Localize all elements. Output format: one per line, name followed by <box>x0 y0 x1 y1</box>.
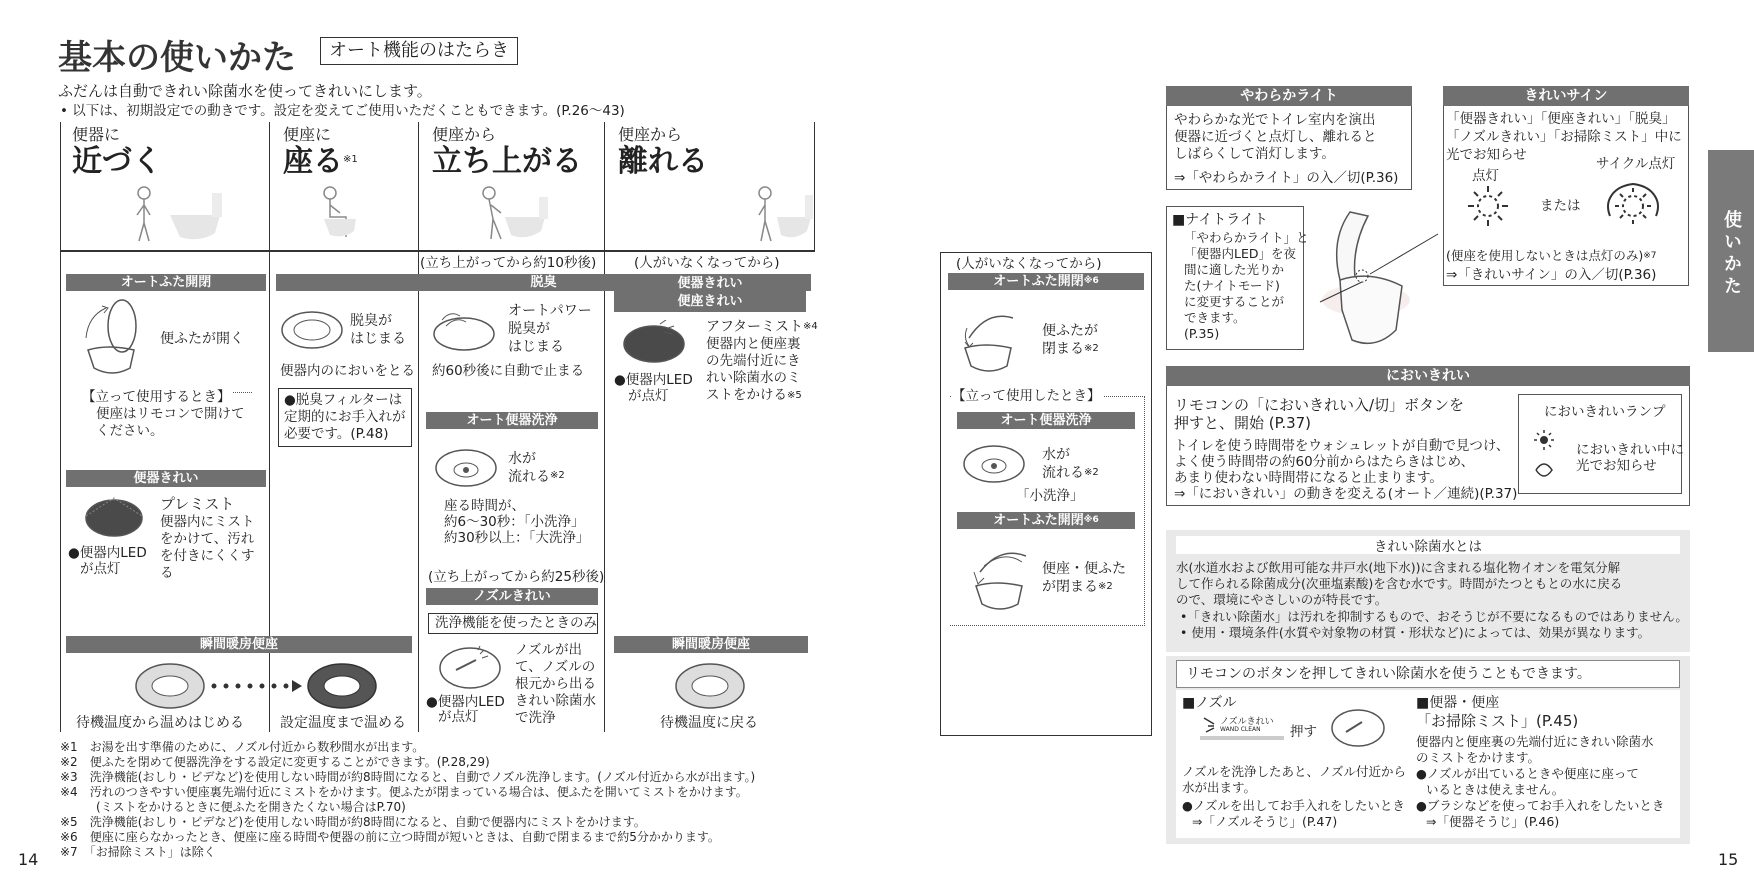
clean-sign-note-mark: ※7 <box>1643 251 1657 261</box>
mid-auto-lid-mark: ※6 <box>1083 276 1099 286</box>
mid-small-flush: 「小洗浄」 <box>1016 488 1084 504</box>
stage-1-small: 便器に <box>72 125 121 144</box>
odor-lamp-title: においきれいランプ <box>1544 404 1666 420</box>
mid-auto-lid2-header <box>957 512 1135 529</box>
clean-sign-link[interactable]: ⇒「きれいサイン」の入／切(P.36) <box>1446 267 1657 283</box>
footnote-4: ※4 汚れのつきやすい便座裏先端付近にミストをかけます。便ふたが閉まっている場合は、便ふたを開いてミストをかけます。 <box>60 785 748 799</box>
water-title: きれい除菌水とは <box>1374 539 1482 555</box>
water-flows-text: 流れる$^{※2}$ <box>508 469 565 485</box>
water-bullet-1: •「きれい除菌水」は汚れを抑制するもので、おそうじが不要になるものではありません。 <box>1180 609 1688 624</box>
night-text-1: 「やわらかライト」と <box>1184 230 1309 245</box>
remote-bowl-t2: 便器内と便座裏の先端付近にきれい除菌水 <box>1416 734 1654 749</box>
instant-heat-header-2: 瞬間暖房便座 <box>614 636 808 653</box>
odor-lamp-icon <box>1530 428 1560 486</box>
remote-nozzle-t2: 水が出ます。 <box>1182 780 1257 795</box>
odor-text-3: トイレを使う時間帯をウォシュレットが自動で見つけ、 <box>1174 438 1510 454</box>
after-mist-led: ●便器内LED <box>614 372 693 388</box>
clean-sign-note-text: (便座を使用しないときは点灯のみ) <box>1446 248 1644 263</box>
clean-sign-note <box>1446 248 1657 264</box>
title-box: オート機能のはたらき <box>320 37 518 65</box>
benza-kirei-label: 便座きれい <box>677 294 743 309</box>
stage-4-big: 離れる <box>618 144 708 179</box>
odor-lamp-text-2: 光でお知らせ <box>1576 458 1657 474</box>
benki-kirei-header: 便器きれい <box>66 470 266 487</box>
night-text-2: 「便器内LED」を夜 <box>1184 246 1296 261</box>
remote-bowl-t3: のミストをかけます。 <box>1416 750 1541 765</box>
mid-water-mark: ※2 <box>1084 467 1099 478</box>
after-mist-figure <box>620 320 690 368</box>
night-text-7[interactable]: (P.35) <box>1184 326 1220 341</box>
lid-open-figure <box>78 298 148 378</box>
after-mist-led-2: が点灯 <box>628 388 669 404</box>
footnote-3: ※3 洗浄機能(おしり・ビデなど)を使用しない時間が約8時間になると、自動でノズル洗浄します。(ノズル付近から水が出ます。) <box>60 770 756 784</box>
stage-2-big: 座る <box>283 144 343 179</box>
footnotes <box>60 740 755 860</box>
clean-sign-lit: 点灯 <box>1472 168 1499 184</box>
mid-seat-mark: ※2 <box>1098 581 1113 592</box>
premist-title: プレミスト <box>160 495 235 513</box>
after-mist-text <box>706 336 804 404</box>
after-mist-title <box>706 318 818 336</box>
deodor-filter-note: ●脱臭フィルターは定期的にお手入れが必要です。(P.48) <box>278 388 412 447</box>
remote-title: リモコンのボタンを押してきれい除菌水を使うこともできます。 <box>1186 666 1591 682</box>
mid-stand-heading: 【立って使用したとき】 <box>952 388 1101 404</box>
lid-opens-text: 便ふたが開く <box>160 331 244 347</box>
mid-auto-lid2-label: オートふた開閉 <box>993 513 1084 528</box>
mid-auto-lid-label: オートふた開閉 <box>993 274 1084 289</box>
water-title-bar <box>1176 536 1680 554</box>
odor-lamp-text-1: においきれい中に <box>1576 442 1684 458</box>
water-text-2: して作られる除菌成分(次亜塩素酸)を含む水です。時間がたつともとの水に戻る <box>1176 576 1623 591</box>
remote-nozzle-t4[interactable]: ⇒「ノズルそうじ」(P.47) <box>1192 814 1338 829</box>
sit-time-2: 約6～30秒：「小洗浄」 <box>444 514 585 530</box>
remote-bowl-h: ■便器・便座 <box>1416 695 1500 711</box>
nozzle-clean-button[interactable] <box>1200 714 1284 742</box>
soft-light-text-1: やわらかな光でトイレ室内を演出 <box>1174 112 1376 128</box>
page-number-left: 14 <box>18 850 39 869</box>
warm-back-text: 待機温度に戻る <box>660 715 758 731</box>
water-text-3: ので、環境にやさしいのが特長です。 <box>1176 592 1388 607</box>
mid-lid-closes-1: 便ふたが <box>1042 323 1098 339</box>
mid-seat-lid-1: 便座・便ふた <box>1042 561 1126 577</box>
deodor-bowl-figure <box>278 306 348 354</box>
remote-nozzle-h: ■ノズル <box>1182 695 1237 711</box>
person-approach-figure <box>130 185 230 245</box>
nozzle-led-2: が点灯 <box>438 709 479 725</box>
clean-sign-text-2: 「ノズルきれい」「お掃除ミスト」中に <box>1446 129 1682 145</box>
footnote-7: ※7 「お掃除ミスト」は除く <box>60 845 216 859</box>
odor-title: においきれい <box>1166 366 1690 386</box>
footnote-6: ※6 便座に座らなかったとき、便座に座る時間や便器の前に立つ時間が短いときは、自動で閉まるまで約5分かかります。 <box>60 830 720 844</box>
push-label: 押す <box>1290 724 1317 740</box>
stand-use-heading: 【立って使用するとき】 <box>82 389 231 405</box>
note-text: • 以下は、初期設定での動きです。設定を変えてご使用いただくこともできます。(P.26～43) <box>60 103 625 119</box>
col4-timing: (人がいなくなってから) <box>634 255 780 271</box>
deodor-start-2: はじまる <box>350 331 406 347</box>
water-flows-1: 水が <box>508 451 536 467</box>
nozzle-text: ノズルが出て、ノズルの根元から出るきれい除菌水で洗浄 <box>515 642 596 726</box>
lit-sign-icon <box>1458 184 1518 228</box>
side-tab-label: 使いかた <box>1721 210 1742 298</box>
lid-close-figure <box>955 298 1025 376</box>
auto-power-3: はじまる <box>508 339 564 355</box>
deodor-odor-text: 便器内のにおいをとる <box>280 363 415 379</box>
auto-power-figure <box>430 306 500 354</box>
soft-light-title: やわらかライト <box>1166 86 1412 106</box>
footnote-4b: (ミストをかけるときに便ふたを開きたくない場合はP.70) <box>60 800 406 814</box>
page-number-right: 15 <box>1718 850 1739 869</box>
stand-use-text: 便座はリモコンで開けてください。 <box>96 406 245 439</box>
person-leave-figure <box>755 185 815 245</box>
mid-water: 流れる$^{※2}$ <box>1042 465 1099 481</box>
soft-light-link[interactable]: ⇒「やわらかライト」の入／切(P.36) <box>1174 170 1399 186</box>
premist-text: 便器内にミストをかけて、汚れを付きにくくする <box>160 514 255 581</box>
mid-auto-lid2-mark: ※6 <box>1083 515 1099 525</box>
person-sit-figure <box>316 185 386 245</box>
clean-sign-text-3: 光でお知らせ <box>1446 147 1527 163</box>
water-text-1: 水(水道水および飲用可能な井戸水(地下水))に含まれる塩化物イオンを電気分解 <box>1176 560 1621 575</box>
person-standup-figure <box>475 185 555 245</box>
warm-set-text: 設定温度まで温める <box>280 715 406 731</box>
mid-timing: (人がいなくなってから) <box>956 256 1102 272</box>
side-tab[interactable] <box>1708 150 1754 352</box>
mid-auto-lid-header <box>948 273 1144 290</box>
footnote-5: ※5 洗浄機能(おしり・ビデなど)を使用しない時間が約8時間になると、自動で便器内にミストをかけます。 <box>60 815 646 829</box>
auto-stop-text: 約60秒後に自動で止まる <box>432 363 585 379</box>
remote-nozzle-figure <box>1328 704 1388 754</box>
odor-text-5: あまり使わない時間帯になると止まります。 <box>1174 470 1443 486</box>
clean-sign-or: または <box>1540 198 1581 214</box>
water-bullet-2: • 使用・環境条件(水質や対象物の材質・形状など)によっては、効果が異なります。 <box>1180 625 1651 640</box>
footnote-2: ※2 便ふたを閉めて便器洗浄をする設定に変更することができます。(P.28,29) <box>60 755 490 769</box>
mid-flush-figure <box>960 438 1030 488</box>
clean-sign-cycle: サイクル点灯 <box>1596 156 1676 172</box>
deodor-start-1: 脱臭が <box>350 313 392 329</box>
after-mist-label: アフターミスト <box>706 319 804 335</box>
remote-bowl-t6: ●ブラシなどを使ってお手入れをしたいとき <box>1416 798 1665 813</box>
water-mark: ※2 <box>550 470 565 481</box>
remote-nozzle-t3: ●ノズルを出してお手入れをしたいとき <box>1182 798 1405 813</box>
benki-kirei-label: 便器きれい <box>677 276 743 291</box>
auto-flush-header: オート便器洗浄 <box>426 412 598 429</box>
premist-led-2: が点灯 <box>80 561 121 577</box>
warm-start-text: 待機温度から温めはじめる <box>76 715 244 731</box>
night-light-title: ■ナイトライト <box>1172 212 1268 228</box>
remote-bowl-t5: いるときは使えません。 <box>1426 782 1565 797</box>
mid-seat-lid: が閉まる$^{※2}$ <box>1042 579 1113 595</box>
heat-seat-back-figure <box>670 660 750 712</box>
nozzle-timing: (立ち上がってから約25秒後) <box>428 569 605 585</box>
mid-auto-flush-header: オート便器洗浄 <box>957 412 1135 429</box>
premist-bowl-figure <box>80 494 150 549</box>
lead-text: ふだんは自動できれい除菌水を使ってきれいにします。 <box>58 82 432 100</box>
nozzle-only-box: 洗浄機能を使ったときのみ <box>428 613 598 634</box>
night-text-6: できます。 <box>1184 310 1246 325</box>
night-text-4: た(ナイトモード) <box>1184 278 1280 293</box>
odor-text-2: 押すと、開始 (P.37) <box>1174 414 1312 432</box>
nozzle-kirei-header: ノズルきれい <box>426 588 598 605</box>
nozzle-button-label: ノズルきれい <box>1220 717 1274 727</box>
remote-bowl-t4: ●ノズルが出ているときや便座に座って <box>1416 766 1639 781</box>
auto-lid-open-header: オートふた開閉 <box>66 274 266 291</box>
stage-3-big: 立ち上がる <box>432 144 582 179</box>
stage-4-small: 便座から <box>618 125 683 144</box>
stage-3-small: 便座から <box>432 125 497 144</box>
stage-1-big: 近づく <box>72 144 162 179</box>
deodor-header: 脱臭 <box>276 274 811 291</box>
auto-power-1: オートパワー <box>508 303 592 319</box>
stage-2-small: 便座に <box>283 125 332 144</box>
mid-water-1: 水が <box>1042 447 1070 463</box>
soft-light-text-3: しばらくして消灯します。 <box>1174 146 1335 162</box>
remote-nozzle-t1: ノズルを洗浄したあと、ノズル付近から <box>1182 764 1407 779</box>
nozzle-button-sub: WAND CLEAN <box>1220 726 1261 733</box>
cycle-sign-icon <box>1598 178 1668 234</box>
remote-bowl-t1: 「お掃除ミスト」(P.45) <box>1416 712 1579 730</box>
instant-heat-header-1: 瞬間暖房便座 <box>66 636 412 653</box>
toilet-illustration <box>1310 190 1450 360</box>
after-mist-mark-2: ※5 <box>787 390 802 401</box>
seat-lid-close-figure <box>966 536 1036 616</box>
flush-bowl-figure <box>432 440 502 496</box>
night-text-3: 間に適した光りか <box>1184 262 1285 277</box>
odor-link[interactable]: ⇒「においきれい」の動きを変える(オート／連続)(P.37) <box>1174 486 1518 502</box>
clean-sign-text-1: 「便器きれい」「便座きれい」「脱臭」 <box>1446 111 1676 127</box>
premist-led: ●便器内LED <box>68 545 147 561</box>
kirei-header <box>614 274 806 312</box>
night-text-5: に変更することが <box>1184 294 1285 309</box>
col3-timing: (立ち上がってから約10秒後) <box>420 255 597 271</box>
after-mist-mark: ※4 <box>803 321 818 332</box>
stage-2-mark: ※1 <box>343 154 358 165</box>
soft-light-text-2: 便器に近づくと点灯し、離れると <box>1174 129 1377 145</box>
nozzle-led: ●便器内LED <box>426 694 505 710</box>
footnote-1: ※1 お湯を出す準備のために、ノズル付近から数秒間水が出ます。 <box>60 740 425 754</box>
mid-lid-mark: ※2 <box>1084 343 1099 354</box>
clean-sign-title: きれいサイン <box>1443 86 1689 106</box>
page-title: 基本の使いかた <box>58 38 296 78</box>
sit-time-3: 約30秒以上：「大洗浄」 <box>444 530 590 546</box>
heat-seat-figure <box>130 660 390 712</box>
after-mist-body: 便器内と便座裏の先端付近にきれい除菌水のミストをかける <box>706 336 801 403</box>
auto-power-2: 脱臭が <box>508 321 550 337</box>
odor-text-1: リモコンの「においきれい入/切」ボタンを <box>1174 396 1465 414</box>
nozzle-figure <box>436 640 516 696</box>
mid-lid-closes: 閉まる$^{※2}$ <box>1042 341 1099 357</box>
sit-time: 座る時間が、 <box>444 498 525 514</box>
odor-text-4: よく使う時間帯の約60分前からはたらきはじめ、 <box>1174 454 1475 470</box>
remote-bowl-t7[interactable]: ⇒「便器そうじ」(P.46) <box>1426 814 1560 829</box>
